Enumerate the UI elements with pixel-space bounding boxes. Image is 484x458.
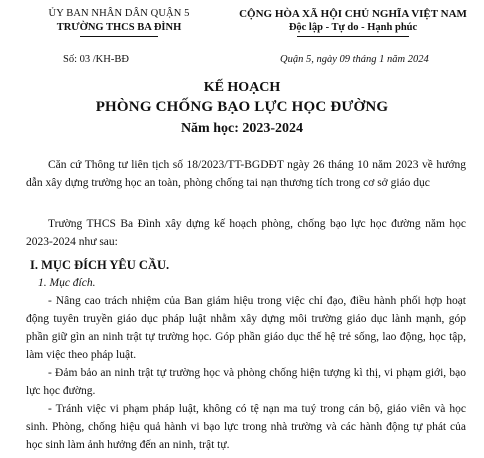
document-number: Số: 03 /KH-BĐ: [63, 54, 129, 65]
motto-underline: [297, 36, 409, 37]
legal-basis-paragraph: Căn cứ Thông tư liên tịch số 18/2023/TT-BGDĐT ngày 26 tháng 10 năm 2023 về hướng dẫn xây dựng trường học an toàn, phòng chống tai nạn thương tích trong cơ sở giáo dục: [26, 159, 466, 189]
intro-paragraph: Trường THCS Ba Đình xây dựng kế hoạch phòng, chống bạo lực học đường năm học 2023-2024 như sau:: [26, 218, 466, 248]
purpose-bullet: - Nâng cao trách nhiệm của Ban giám hiệu trong việc chỉ đạo, điều hành phối hợp hoạt động tuyên truyền giáo dục pháp luật nhằm xây dựng môi trường giáo dục lành mạnh, góp phần giữ gìn an ninh trật tự trường học. Góp phần giáo dục thế hệ trẻ sống, lao động, học tập, làm việc theo pháp luật.: [26, 295, 466, 361]
document-main-title: PHÒNG CHỐNG BẠO LỰC HỌC ĐƯỜNG: [95, 99, 389, 115]
national-header: [222, 7, 484, 37]
document-type-title: KẾ HOẠCH: [203, 80, 281, 95]
national-title: CỘNG HÒA XÃ HỘI CHỦ NGHĨA VIỆT NAM: [239, 8, 467, 20]
school-year-title: Năm học: 2023-2024: [180, 121, 304, 136]
subsection-heading: 1. Mục đích.: [38, 277, 96, 289]
document-date: Quận 5, ngày 09 tháng 1 năm 2024: [280, 54, 429, 65]
district-committee-name: ỦY BAN NHÂN DÂN QUẬN 5: [48, 8, 190, 19]
purpose-bullet: - Đảm bảo an ninh trật tự trường học và phòng chống hiện tượng kì thị, vi phạm giới, bạo lực học đường.: [26, 367, 466, 397]
header-underline: [80, 36, 158, 37]
national-motto: Độc lập - Tự do - Hạnh phúc: [288, 22, 418, 33]
purpose-bullet: - Tránh việc vi phạm pháp luật, không có tệ nạn ma tuý trong cán bộ, giáo viên và học sinh. Phòng, chống hiệu quả hành vi bạo lực trong nhà trường và các hành động tự phát của học sinh làm ảnh hưởng đến an ninh, trật tự.: [26, 403, 466, 451]
issuing-organization: [14, 7, 224, 37]
school-name: TRƯỜNG THCS BA ĐÌNH: [56, 22, 182, 33]
section-heading: I. MỤC ĐÍCH YÊU CẦU.: [30, 258, 170, 272]
